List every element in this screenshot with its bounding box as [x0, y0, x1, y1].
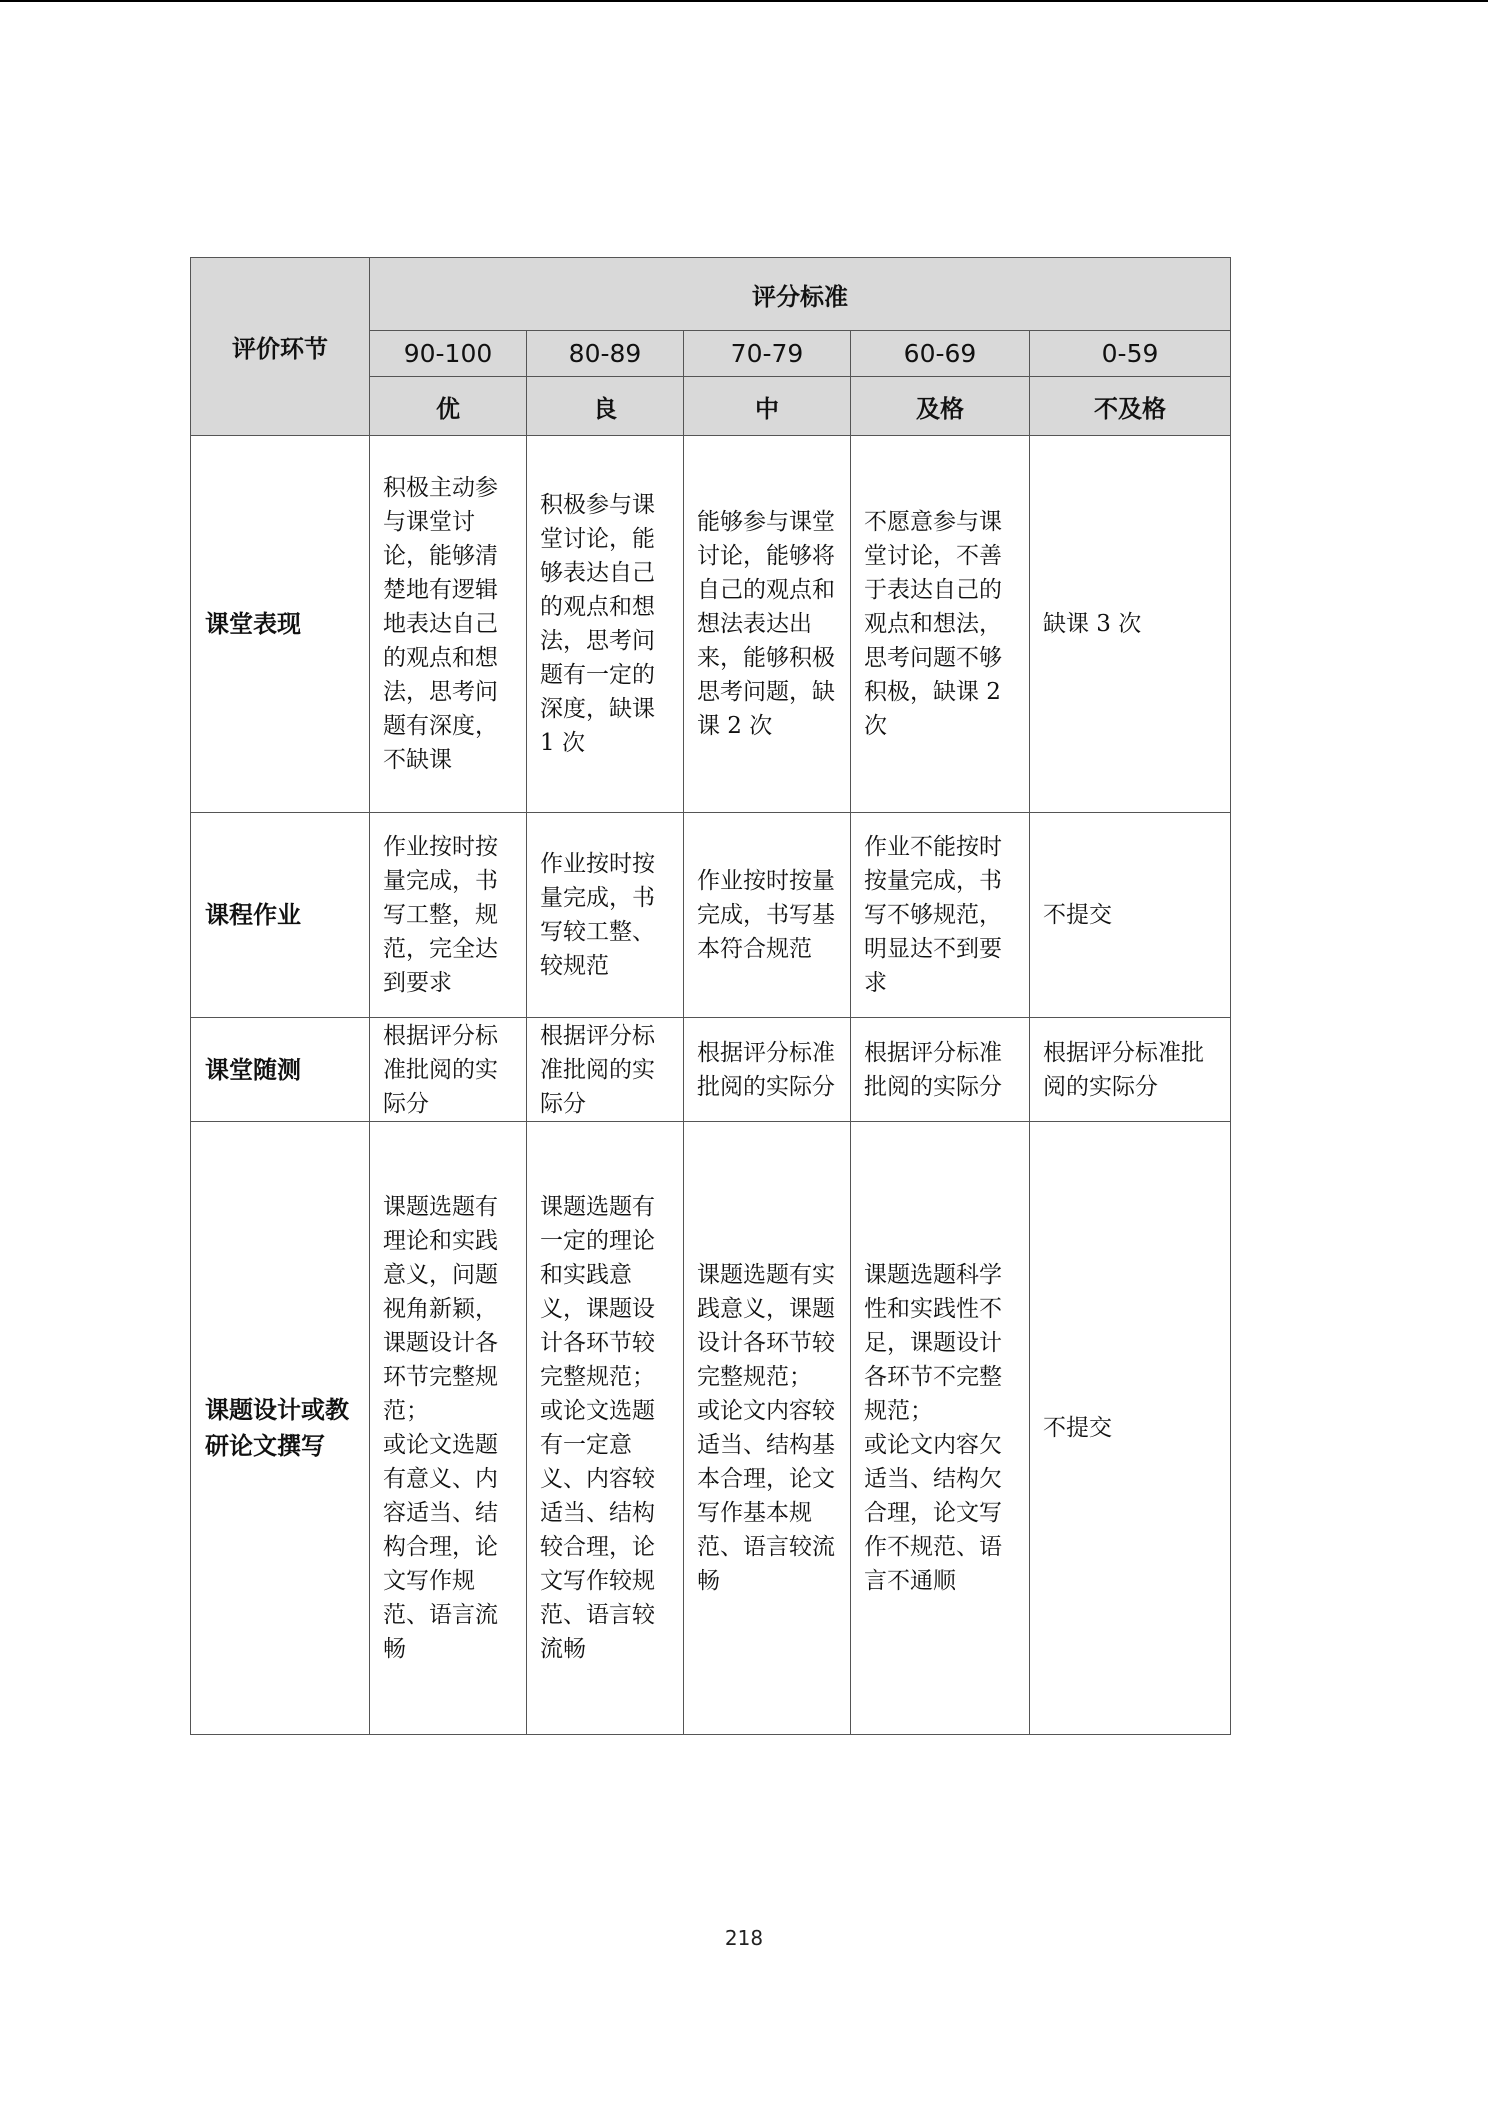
criteria-cell: 能够参与课堂讨论，能够将自己的观点和想法表达出来，能够积极思考问题，缺课 2 次 [684, 436, 851, 813]
criteria-cell: 作业按时按量完成，书写工整，规范，完全达到要求 [370, 813, 527, 1018]
criteria-cell: 根据评分标准批阅的实际分 [527, 1018, 684, 1122]
criteria-cell: 根据评分标准批阅的实际分 [684, 1018, 851, 1122]
standard-header: 评分标准 [370, 258, 1231, 331]
page-number: 218 [724, 1926, 764, 1950]
grade-label: 良 [527, 377, 684, 436]
criteria-cell: 作业不能按时按量完成，书写不够规范，明显达不到要求 [851, 813, 1030, 1018]
grade-label: 不及格 [1030, 377, 1231, 436]
grade-label: 中 [684, 377, 851, 436]
grade-label: 优 [370, 377, 527, 436]
criteria-cell: 课题选题有实践意义，课题设计各环节较完整规范； 或论文内容较适当、结构基本合理，论文写作基本规范、语言较流畅 [684, 1122, 851, 1735]
grading-rubric-table [190, 257, 1231, 1735]
criteria-cell: 根据评分标准批阅的实际分 [851, 1018, 1030, 1122]
criteria-cell: 不提交 [1030, 1122, 1231, 1735]
score-range: 90-100 [370, 331, 527, 377]
criteria-cell: 课题选题科学性和实践性不足，课题设计各环节不完整规范； 或论文内容欠适当、结构欠合理，论文写作不规范、语言不通顺 [851, 1122, 1030, 1735]
score-range: 70-79 [684, 331, 851, 377]
criterion-header: 评价环节 [191, 258, 370, 436]
criteria-cell: 不愿意参与课堂讨论，不善于表达自己的观点和想法，思考问题不够积极，缺课 2 次 [851, 436, 1030, 813]
row-label-coursework: 课程作业 [191, 813, 370, 1018]
score-range: 60-69 [851, 331, 1030, 377]
criteria-cell: 积极主动参与课堂讨论，能够清楚地有逻辑地表达自己的观点和想法，思考问题有深度，不缺课 [370, 436, 527, 813]
row-label-classroom-performance: 课堂表现 [191, 436, 370, 813]
criteria-cell: 作业按时按量完成，书写基本符合规范 [684, 813, 851, 1018]
row-label-in-class-quiz: 课堂随测 [191, 1018, 370, 1122]
table-row [191, 813, 1231, 1018]
top-border-line [0, 0, 1488, 2]
table-row [191, 436, 1231, 813]
criteria-cell: 积极参与课堂讨论，能够表达自己的观点和想法，思考问题有一定的深度，缺课 1 次 [527, 436, 684, 813]
criteria-cell: 作业按时按量完成，书写较工整、较规范 [527, 813, 684, 1018]
header-row-standard [191, 258, 1231, 331]
score-range: 0-59 [1030, 331, 1231, 377]
criteria-cell: 不提交 [1030, 813, 1231, 1018]
score-range: 80-89 [527, 331, 684, 377]
row-label-project-design-or-paper: 课题设计或教研论文撰写 [191, 1122, 370, 1735]
criteria-cell: 课题选题有一定的理论和实践意义，课题设计各环节较完整规范； 或论文选题有一定意义、内容较适当、结构较合理，论文写作较规范、语言较流畅 [527, 1122, 684, 1735]
table-row [191, 1018, 1231, 1122]
criteria-cell: 根据评分标准批阅的实际分 [370, 1018, 527, 1122]
table-row [191, 1122, 1231, 1735]
grade-label: 及格 [851, 377, 1030, 436]
criteria-cell: 缺课 3 次 [1030, 436, 1231, 813]
criteria-cell: 课题选题有理论和实践意义，问题视角新颖，课题设计各环节完整规范； 或论文选题有意义、内容适当、结构合理，论文写作规范、语言流畅 [370, 1122, 527, 1735]
criteria-cell: 根据评分标准批阅的实际分 [1030, 1018, 1231, 1122]
